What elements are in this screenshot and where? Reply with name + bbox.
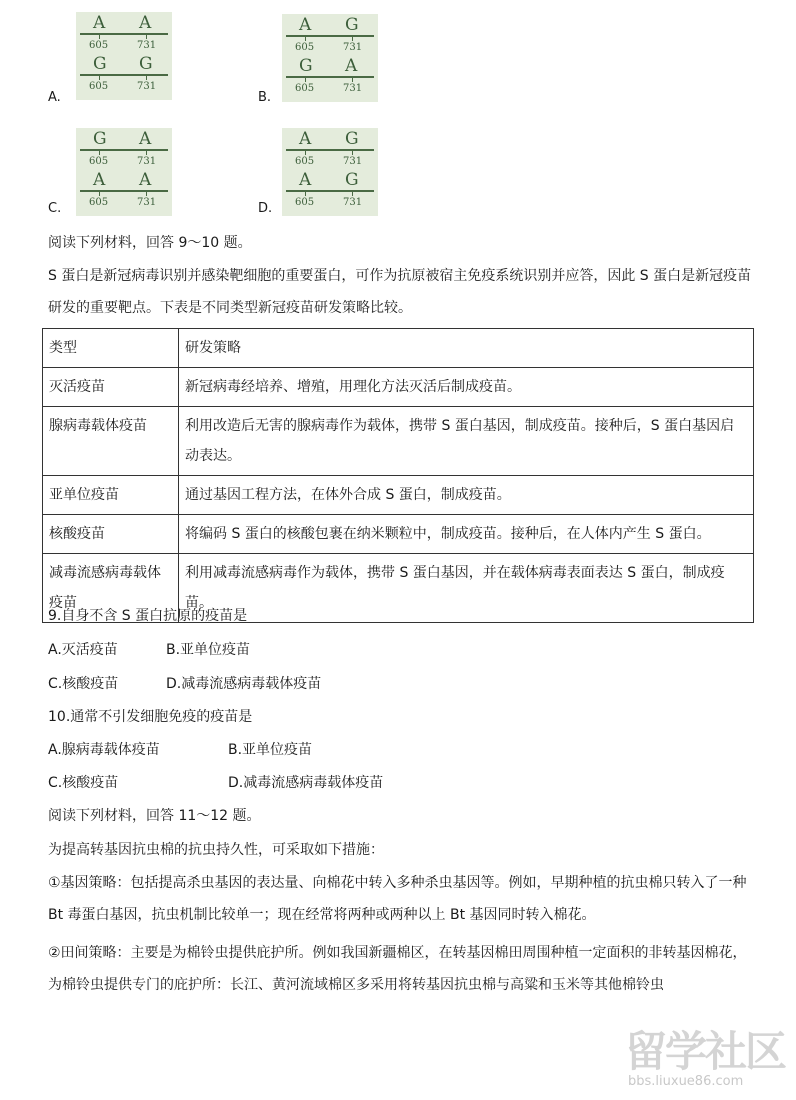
table-row: [43, 368, 754, 407]
table-header-row: [43, 329, 754, 368]
header-cell: 研发策略: [179, 329, 754, 368]
type-cell: 减毒流感病毒载体疫苗: [43, 554, 179, 623]
locus: 605: [89, 197, 109, 208]
chromosome-figure-b: [282, 14, 378, 102]
locus: 731: [137, 81, 157, 92]
allele: A: [139, 129, 152, 149]
locus: 731: [343, 156, 363, 167]
allele: G: [345, 129, 359, 149]
type-cell: 灭活疫苗: [43, 368, 179, 407]
question-9-option-d: D.减毒流感病毒载体疫苗: [166, 676, 322, 692]
allele: A: [139, 13, 152, 33]
strategy-cell: 将编码 S 蛋白的核酸包裹在纳米颗粒中，制成疫苗。接种后，在人体内产生 S 蛋白。: [179, 515, 754, 554]
table-row: [43, 407, 754, 476]
locus: 731: [137, 40, 157, 51]
question-10-option-c: C.核酸疫苗: [48, 775, 119, 791]
chromosome-figure-c: [76, 128, 172, 216]
allele: A: [139, 170, 152, 190]
type-cell: 核酸疫苗: [43, 515, 179, 554]
allele: A: [345, 56, 358, 76]
field-strategy-paragraph: ②田间策略：主要是为棉铃虫提供庇护所。例如我国新疆棉区，在转基因棉田周围种植一定面积的非转基因棉花，为棉铃虫提供专门的庇护所：长江、黄河流域棉区多采用将转基因抗虫棉与高粱和玉米等其他棉铃虫: [48, 945, 747, 993]
question-10-option-b: B.亚单位疫苗: [228, 742, 313, 758]
allele: G: [93, 129, 107, 149]
type-cell: 腺病毒载体疫苗: [43, 407, 179, 476]
allele: A: [299, 129, 312, 149]
chromosome-figure-d: [282, 128, 378, 216]
question-9-stem: 9.自身不含 S 蛋白抗原的疫苗是: [48, 608, 248, 624]
locus: 731: [137, 156, 157, 167]
allele: A: [299, 170, 312, 190]
reading-intro-9-10: 阅读下列材料，回答 9～10 题。: [48, 235, 252, 251]
question-9-option-a: A.灭活疫苗: [48, 642, 118, 658]
option-label: A.: [48, 90, 61, 105]
strategy-cell: 通过基因工程方法，在体外合成 S 蛋白，制成疫苗。: [179, 476, 754, 515]
header-cell: 类型: [43, 329, 179, 368]
question-10-stem: 10.通常不引发细胞免疫的疫苗是: [48, 709, 253, 725]
locus: 731: [343, 197, 363, 208]
allele: G: [345, 170, 359, 190]
question-10-option-a: A.腺病毒载体疫苗: [48, 742, 160, 758]
allele: G: [299, 56, 313, 76]
locus: 731: [343, 42, 363, 53]
option-label: B.: [258, 90, 272, 105]
allele: G: [345, 15, 359, 35]
locus: 605: [295, 197, 315, 208]
vaccine-strategy-table: [42, 328, 754, 623]
locus: 731: [137, 197, 157, 208]
material-s-protein: S 蛋白是新冠病毒识别并感染靶细胞的重要蛋白，可作为抗原被宿主免疫系统识别并应答，因此 S 蛋白是新冠疫苗研发的重要靶点。下表是不同类型新冠疫苗研发策略比较。: [48, 268, 752, 316]
locus: 605: [295, 42, 315, 53]
locus: 605: [89, 156, 109, 167]
gene-strategy-paragraph: ①基因策略：包括提高杀虫基因的表达量、向棉花中转入多种杀虫基因等。例如，早期种植的抗虫棉只转入了一种 Bt 毒蛋白基因，抗虫机制比较单一；现在经常将两种或两种以上 Bt 基因同时转入棉花。: [48, 875, 747, 923]
reading-intro-11-12: 阅读下列材料，回答 11～12 题。: [48, 808, 261, 824]
material-cotton-intro: 为提高转基因抗虫棉的抗虫持久性，可采取如下措施：: [48, 842, 384, 858]
locus: 605: [89, 81, 109, 92]
type-cell: 亚单位疫苗: [43, 476, 179, 515]
strategy-cell: 利用减毒流感病毒作为载体，携带 S 蛋白基因，并在载体病毒表面表达 S 蛋白，制成疫苗。: [179, 554, 754, 623]
strategy-cell: 利用改造后无害的腺病毒作为载体，携带 S 蛋白基因，制成疫苗。接种后，S 蛋白基因启动表达。: [179, 407, 754, 476]
option-label: D.: [258, 201, 273, 216]
watermark-url: bbs.liuxue86.com: [628, 1074, 744, 1089]
table-row: [43, 515, 754, 554]
strategy-cell: 新冠病毒经培养、增殖，用理化方法灭活后制成疫苗。: [179, 368, 754, 407]
locus: 605: [89, 40, 109, 51]
option-label: C.: [48, 201, 62, 216]
allele: A: [93, 13, 106, 33]
chromosome-figure-a: [76, 12, 172, 100]
question-9-option-c: C.核酸疫苗: [48, 676, 119, 692]
watermark-logo: 留学社区: [625, 1027, 786, 1076]
question-9-option-b: B.亚单位疫苗: [166, 642, 251, 658]
table-row: [43, 476, 754, 515]
locus: 605: [295, 83, 315, 94]
question-10-option-d: D.减毒流感病毒载体疫苗: [228, 775, 384, 791]
locus: 605: [295, 156, 315, 167]
allele: G: [139, 54, 153, 74]
allele: A: [299, 15, 312, 35]
allele: G: [93, 54, 107, 74]
allele: A: [93, 170, 106, 190]
locus: 731: [343, 83, 363, 94]
